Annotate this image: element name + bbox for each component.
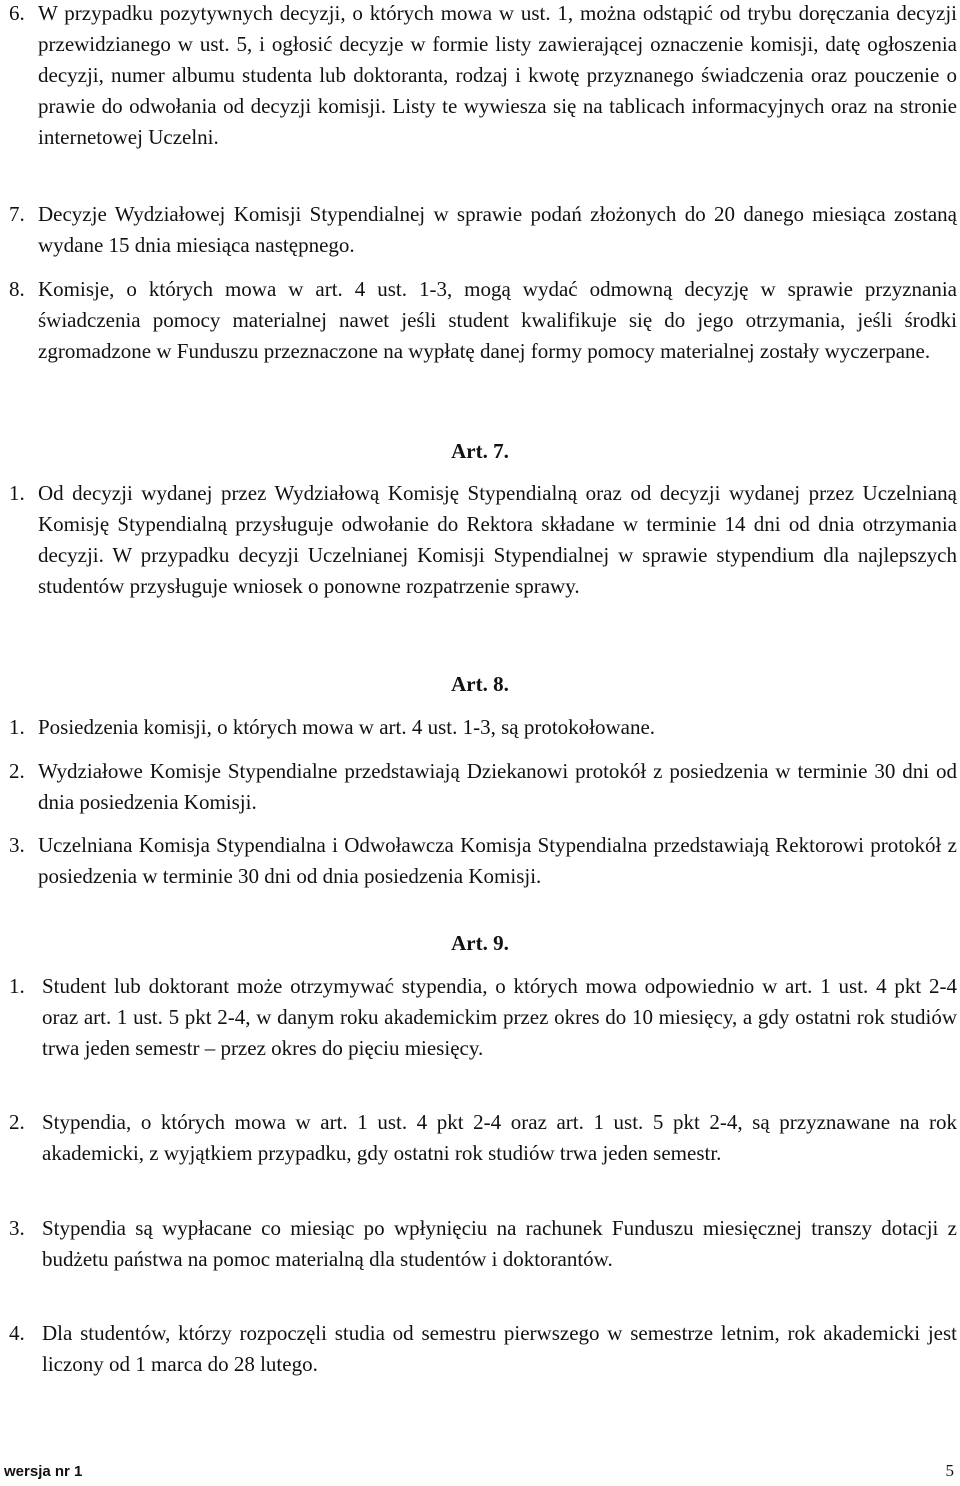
item-number: 4. [9,1321,25,1345]
item-number: 3. [9,833,25,857]
item-text: Stypendia, o których mowa w art. 1 ust. 4 pkt 2-4 oraz art. 1 ust. 5 pkt 2-4, są przyznawane na rok akademicki, z wyjątkiem przypadku, gdy ostatni rok studiów trwa jeden semestr. [42,1110,957,1165]
paragraph-art8-item-2 [9,756,957,818]
paragraph-art9-item-1 [9,971,957,1064]
item-text: Student lub doktorant może otrzymywać stypendia, o których mowa odpowiednio w art. 1 ust. 4 pkt 2-4 oraz art. 1 ust. 5 pkt 2-4, w danym roku akademickim przez okres do 10 miesięcy, a gdy ostatni rok studiów trwa jeden semestr – przez okres do pięciu miesięcy. [42,974,957,1060]
footer-page-number: 5 [945,1461,954,1480]
item-text: Dla studentów, którzy rozpoczęli studia od semestru pierwszego w semestrze letnim, rok akademicki jest liczony od 1 marca do 28 lutego. [42,1321,957,1376]
paragraph-art6-item-8 [9,274,957,367]
item-text: Uczelniana Komisja Stypendialna i Odwoławcza Komisja Stypendialna przedstawiają Rektorowi protokół z posiedzenia w terminie 30 dni od dnia posiedzenia Komisji. [38,833,957,888]
item-text: W przypadku pozytywnych decyzji, o których mowa w ust. 1, można odstąpić od trybu doręczania decyzji przewidzianego w ust. 5, i ogłosić decyzje w formie listy zawierającej oznaczenie komisji, datę ogłoszenia decyzji, numer albumu studenta lub doktoranta, rodzaj i kwotę przyznanego świadczenia oraz pouczenie o prawie do odwołania od decyzji komisji. Listy te wywiesza się na tablicach informacyjnych oraz na stronie internetowej Uczelni. [38,1,957,149]
paragraph-art7-item-1 [9,478,957,602]
paragraph-art8-item-3 [9,830,957,892]
item-number: 2. [9,1110,25,1134]
item-number: 1. [9,715,25,739]
item-text: Posiedzenia komisji, o których mowa w art. 4 ust. 1-3, są protokołowane. [38,715,656,739]
item-number: 2. [9,759,25,783]
article-heading-art7: Art. 7. [451,439,509,463]
paragraph-art9-item-3 [9,1213,957,1275]
item-number: 3. [9,1216,25,1240]
item-number: 1. [9,481,25,505]
paragraph-art8-item-1 [9,712,957,743]
item-number: 1. [9,974,25,998]
paragraph-art6-item-6 [9,0,957,153]
item-number: 6. [9,1,25,25]
item-number: 8. [9,277,25,301]
item-text: Od decyzji wydanej przez Wydziałową Komisję Stypendialną oraz od decyzji wydanej przez Uczelnianą Komisję Stypendialną przysługuje odwołanie do Rektora składane w terminie 14 dni od dnia otrzymania decyzji. W przypadku decyzji Uczelnianej Komisji Stypendialnej w sprawie stypendium dla najlepszych studentów przysługuje wniosek o ponowne rozpatrzenie sprawy. [38,481,957,598]
item-text: Decyzje Wydziałowej Komisji Stypendialnej w sprawie podań złożonych do 20 danego miesiąca zostaną wydane 15 dnia miesiąca następnego. [38,202,957,257]
paragraph-art6-item-7 [9,199,957,261]
item-text: Wydziałowe Komisje Stypendialne przedstawiają Dziekanowi protokół z posiedzenia w terminie 30 dni od dnia posiedzenia Komisji. [38,759,957,814]
article-heading-art8: Art. 8. [451,672,509,696]
article-heading-art9: Art. 9. [451,931,509,955]
item-number: 7. [9,202,25,226]
item-text: Komisje, o których mowa w art. 4 ust. 1-3, mogą wydać odmowną decyzję w sprawie przyznania świadczenia pomocy materialnej nawet jeśli student kwalifikuje się do jego otrzymania, jeśli środki zgromadzone w Funduszu przeznaczone na wypłatę danej formy pomocy materialnej zostały wyczerpane. [38,277,957,363]
footer-version: wersja nr 1 [4,1463,83,1480]
item-text: Stypendia są wypłacane co miesiąc po wpłynięciu na rachunek Funduszu miesięcznej transzy dotacji z budżetu państwa na pomoc materialną dla studentów i doktorantów. [42,1216,957,1271]
paragraph-art9-item-4 [9,1318,957,1380]
paragraph-art9-item-2 [9,1107,957,1169]
